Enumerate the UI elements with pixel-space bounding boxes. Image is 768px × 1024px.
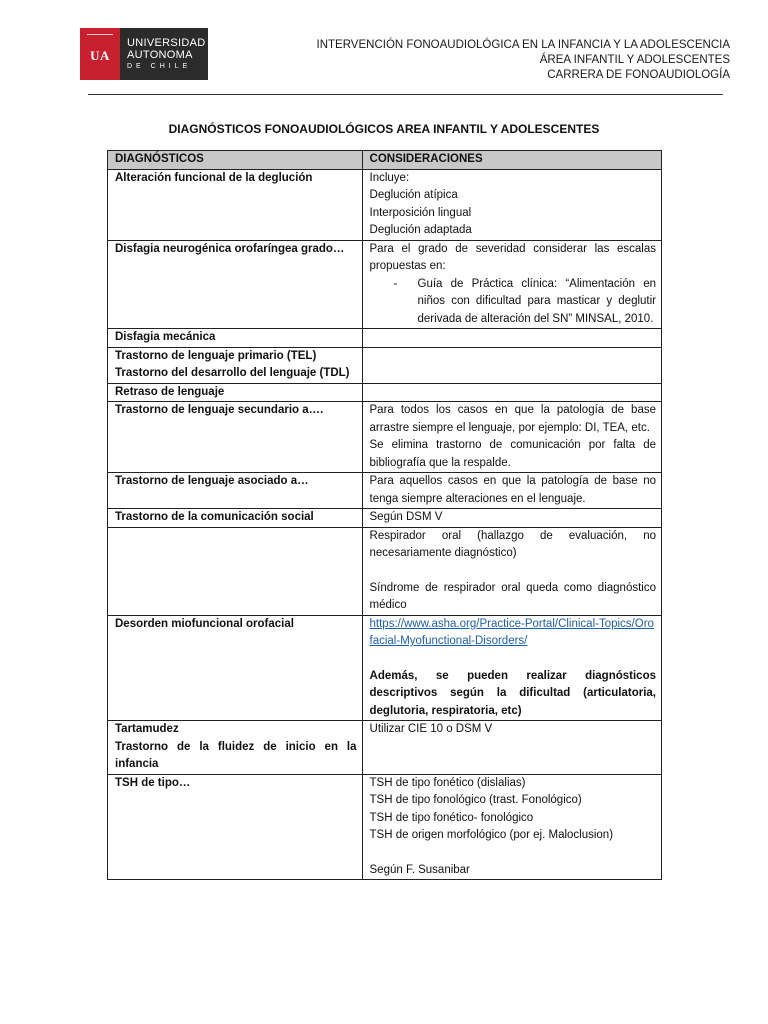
column-header-diagnosticos: DIAGNÓSTICOS: [108, 151, 363, 170]
column-header-consideraciones: CONSIDERACIONES: [362, 151, 661, 170]
consideration-cell-empty: [362, 347, 661, 383]
diagnosis-text: Alteración funcional de la deglución: [115, 171, 313, 184]
consideration-paragraph: Respirador oral (hallazgo de evaluación, no necesariamente diagnóstico): [369, 529, 656, 559]
emblem-initials: UA: [90, 48, 110, 63]
consideration-paragraph: Síndrome de respirador oral queda como diagnóstico médico: [369, 581, 656, 611]
consideration-line: Deglución atípica: [369, 189, 458, 201]
table-row: [108, 721, 662, 775]
consideration-line: TSH de tipo fonético (dislalias): [369, 776, 526, 789]
table-row: [108, 347, 662, 383]
header-area: ÁREA INFANTIL Y ADOLESCENTES: [539, 54, 730, 66]
consideration-source: Según F. Susanibar: [369, 863, 470, 876]
consideration-line: TSH de origen morfológico (por ej. Maloclusion): [369, 829, 614, 841]
diagnosis-cell: [108, 615, 363, 721]
consideration-line: Interposición lingual: [369, 206, 472, 219]
diagnosis-text: Trastorno de lenguaje secundario a….: [115, 404, 324, 416]
consideration-cell: [362, 509, 661, 528]
consideration-paragraph: Se elimina trastorno de comunicación por falta de bibliografía que la respalde.: [369, 439, 656, 469]
diagnosis-text: Disfagia mecánica: [115, 331, 216, 343]
consideration-cell: [362, 774, 661, 880]
consideration-intro: Para el grado de severidad considerar las escalas propuestas en:: [369, 242, 656, 272]
table-row: [108, 473, 662, 509]
university-logo: [80, 28, 208, 80]
document-title: DIAGNÓSTICOS FONOAUDIOLÓGICOS AREA INFANTIL Y ADOLESCENTES: [168, 122, 600, 136]
diagnosis-cell: [108, 402, 363, 473]
paragraph-spacer: [370, 651, 656, 668]
consideration-paragraph: Para todos los casos en que la patología de base arrastre siempre el lenguaje, por ejemplo: DI, TEA, etc.: [369, 404, 656, 434]
diagnosis-text: Trastorno de la comunicación social: [115, 511, 314, 523]
paragraph-spacer: [370, 845, 656, 862]
consideration-line: Incluye:: [369, 171, 410, 184]
consideration-cell: [362, 473, 661, 509]
header-course: INTERVENCIÓN FONOAUDIOLÓGICA EN LA INFANCIA Y LA ADOLESCENCIA: [316, 39, 730, 51]
diagnosis-cell: [108, 347, 363, 383]
consideration-cell: [362, 169, 661, 240]
diagnosis-cell: [108, 721, 363, 775]
document-header: [317, 38, 730, 83]
diagnosis-cell: [108, 329, 363, 348]
bullet-text: Guía de Práctica clínica: “Alimentación en niños con dificultad para masticar y deglutir derivada de alteración del SN” MINSAL, 2010.: [417, 277, 656, 325]
bullet-dash: -: [393, 277, 398, 290]
consideration-cell-empty: [362, 383, 661, 402]
diagnosis-text: Tartamudez: [115, 723, 179, 735]
diagnosis-text: Trastorno del desarrollo del lenguaje (TDL): [115, 367, 350, 379]
header-career: CARRERA DE FONOAUDIOLOGÍA: [547, 69, 730, 81]
paragraph-spacer: [370, 563, 656, 580]
diagnosis-text: TSH de tipo…: [115, 776, 191, 789]
shield-emblem-icon: [80, 28, 120, 80]
consideration-cell: [362, 615, 661, 721]
diagnosis-cell-empty: [108, 527, 363, 615]
table-row: [108, 402, 662, 473]
diagnosis-cell: [108, 774, 363, 880]
diagnostics-table: [107, 150, 662, 880]
diagnosis-cell: [108, 383, 363, 402]
diagnosis-text: Trastorno de lenguaje asociado a…: [115, 475, 309, 487]
header-divider: [88, 94, 723, 95]
crest-decoration: [87, 34, 113, 39]
diagnosis-cell: [108, 509, 363, 528]
table-row: [108, 615, 662, 721]
diagnosis-text: Retraso de lenguaje: [115, 385, 225, 398]
table-row: [108, 527, 662, 615]
diagnosis-cell: [108, 240, 363, 329]
consideration-cell: [362, 527, 661, 615]
consideration-line: Deglución adaptada: [369, 224, 472, 236]
consideration-cell: [362, 240, 661, 329]
logo-line-3: DE CHILE: [127, 63, 192, 70]
diagnosis-text: Trastorno de la fluidez de inicio en la infancia: [115, 740, 357, 770]
consideration-line: TSH de tipo fonológico (trast. Fonológico): [369, 794, 582, 806]
consideration-cell: [362, 402, 661, 473]
consideration-paragraph: Además, se pueden realizar diagnósticos descriptivos según la dificultad (articulatoria, deglutoria, respiratoria, etc): [369, 669, 656, 717]
asha-reference-link[interactable]: https://www.asha.org/Practice-Portal/Clinical-Topics/Orofacial-Myofunctional-Disorders/: [369, 617, 654, 647]
diagnosis-cell: [108, 169, 363, 240]
table-header-row: [108, 151, 662, 170]
table-row: [108, 509, 662, 528]
logo-line-2: AUTONOMA: [127, 49, 193, 61]
consideration-paragraph: Utilizar CIE 10 o DSM V: [369, 723, 493, 735]
diagnosis-text: Trastorno de lenguaje primario (TEL): [115, 349, 317, 362]
table-row: [108, 774, 662, 880]
diagnosis-text: Disfagia neurogénica orofaríngea grado…: [115, 242, 345, 255]
consideration-cell-empty: [362, 329, 661, 348]
diagnosis-text: Desorden miofuncional orofacial: [115, 617, 294, 630]
logo-line-1: UNIVERSIDAD: [127, 37, 206, 49]
table-row: [108, 383, 662, 402]
consideration-line: TSH de tipo fonético- fonológico: [369, 811, 534, 824]
consideration-paragraph: Para aquellos casos en que la patología de base no tenga siempre alteraciones en el lenguaje.: [369, 475, 656, 505]
consideration-bullet: [370, 276, 656, 329]
consideration-paragraph: Según DSM V: [369, 511, 443, 523]
table-row: [108, 240, 662, 329]
table-row: [108, 329, 662, 348]
logo-wordmark: [120, 38, 205, 70]
table-row: [108, 169, 662, 240]
diagnosis-cell: [108, 473, 363, 509]
consideration-cell: [362, 721, 661, 775]
